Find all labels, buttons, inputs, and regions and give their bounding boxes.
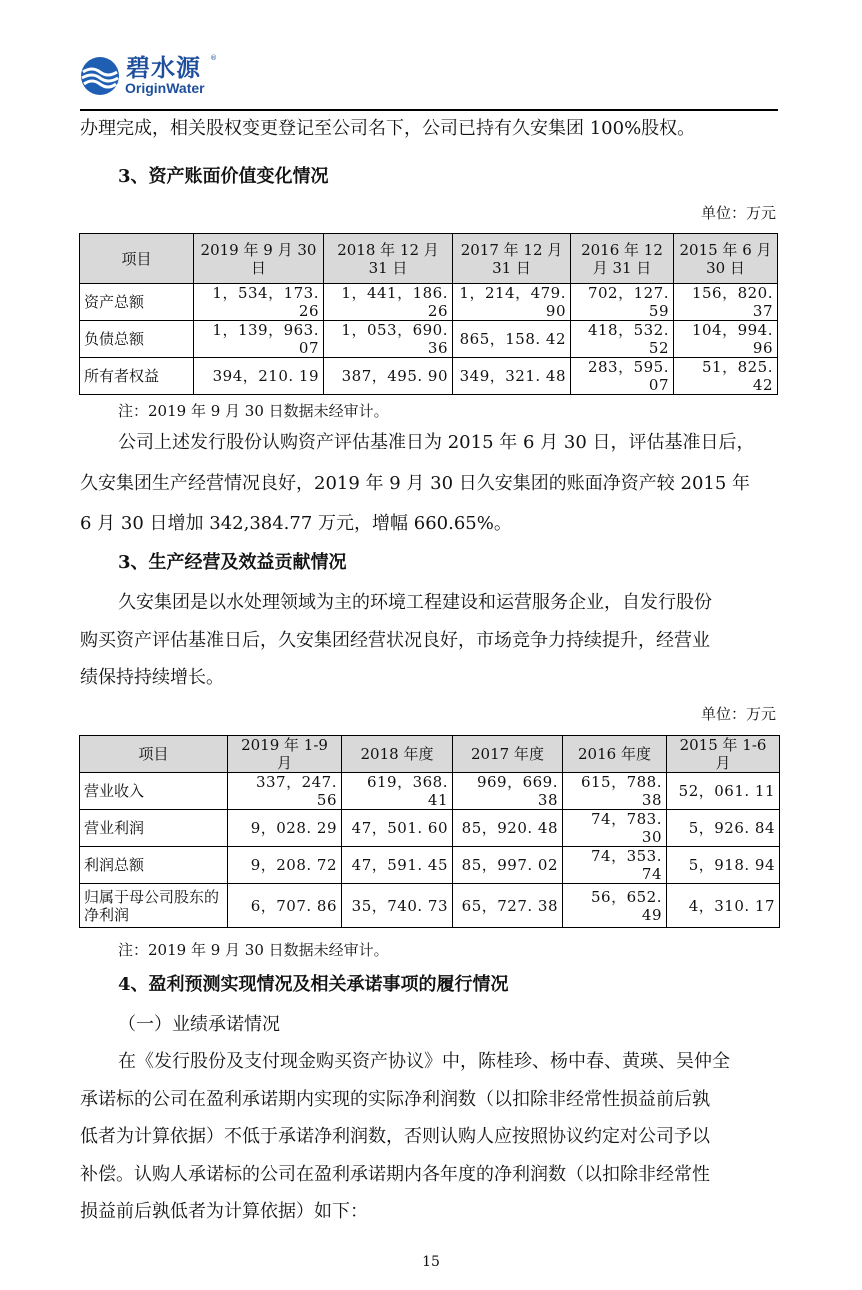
table-row [80,284,778,321]
operating-performance-table [79,735,780,928]
paragraph-text: 补偿。认购人承诺标的公司在盈利承诺期内各年度的净利润数（以扣除非经常性 [80,1164,710,1185]
table-header-cell: 2017 年度 [453,736,563,773]
registered-mark: ® [210,54,217,62]
table-cell: 1，053，690. 36 [324,321,453,358]
table-cell: 47，501. 60 [342,810,453,847]
table-header-cell: 2019 年 9 月 30 日 [194,234,324,284]
table-row [80,884,780,928]
table-cell: 418，532. 52 [571,321,674,358]
table-header-cell: 2019 年 1-9 月 [228,736,342,773]
table-cell: 619，368. 41 [342,773,453,810]
table-cell: 51，825. 42 [674,358,778,395]
table-header-cell: 2018 年 12 月 31 日 [324,234,453,284]
unit-label: 单位：万元 [700,204,776,222]
table-cell: 387，495. 90 [324,358,453,395]
table-note: 注：2019 年 9 月 30 日数据未经审计。 [118,941,389,959]
table-cell: 9，028. 29 [228,810,342,847]
table-cell: 1，214，479. 90 [453,284,571,321]
table-cell: 85，997. 02 [453,847,563,884]
table-header-cell: 2016 年度 [563,736,667,773]
asset-value-table [79,233,778,395]
section-heading: 3、资产账面价值变化情况 [118,166,329,187]
table-row [80,773,780,810]
table-header-row [80,736,780,773]
table-cell: 104，994. 96 [674,321,778,358]
table-cell: 56，652. 49 [563,884,667,928]
table-cell: 969，669. 38 [453,773,563,810]
table-cell: 利润总额 [80,847,228,884]
water-wave-icon [80,56,120,96]
table-cell: 865，158. 42 [453,321,571,358]
table-cell: 35，740. 73 [342,884,453,928]
table-header-cell: 2015 年 1-6 月 [667,736,780,773]
table-cell: 归属于母公司股东的净利润 [80,884,228,928]
table-cell: 337，247. 56 [228,773,342,810]
table-header-row [80,234,778,284]
table-row [80,810,780,847]
section-heading: 4、盈利预测实现情况及相关承诺事项的履行情况 [118,974,509,995]
table-header-cell: 2018 年度 [342,736,453,773]
table-cell: 营业收入 [80,773,228,810]
table-cell: 74，353. 74 [563,847,667,884]
section-heading: 3、生产经营及效益贡献情况 [118,552,347,573]
table-cell: 47，591. 45 [342,847,453,884]
table-cell: 负债总额 [80,321,194,358]
table-cell: 资产总额 [80,284,194,321]
table-cell: 65，727. 38 [453,884,563,928]
paragraph-text: 公司上述发行股份认购资产评估基准日为 2015 年 6 月 30 日，评估基准日后， [118,432,755,453]
table-cell: 349，321. 48 [453,358,571,395]
logo-english-name: OriginWater [125,80,205,96]
table-cell: 283，595. 07 [571,358,674,395]
header-divider [80,109,778,111]
paragraph-text: 在《发行股份及支付现金购买资产协议》中，陈桂珍、杨中春、黄瑛、吴仲全 [118,1051,730,1072]
table-cell: 5，918. 94 [667,847,780,884]
paragraph-text: 绩保持持续增长。 [80,667,224,688]
page-number: 15 [422,1254,440,1270]
table-header-cell: 2016 年 12 月 31 日 [571,234,674,284]
table-row [80,358,778,395]
unit-label: 单位：万元 [700,705,776,723]
table-cell: 156，820. 37 [674,284,778,321]
table-cell: 394，210. 19 [194,358,324,395]
paragraph-text: 承诺标的公司在盈利承诺期内实现的实际净利润数（以扣除非经常性损益前后孰 [80,1089,710,1110]
table-cell: 6，707. 86 [228,884,342,928]
paragraph-text: 办理完成，相关股权变更登记至公司名下，公司已持有久安集团 100%股权。 [80,118,696,139]
paragraph-text: 6 月 30 日增加 342,384.77 万元，增幅 660.65%。 [80,513,512,534]
table-header-cell: 项目 [80,234,194,284]
table-cell: 85，920. 48 [453,810,563,847]
table-cell: 615，788. 38 [563,773,667,810]
paragraph-text: 低者为计算依据）不低于承诺净利润数，否则认购人应按照协议约定对公司予以 [80,1126,710,1147]
paragraph-text: 久安集团是以水处理领域为主的环境工程建设和运营服务企业，自发行股份 [118,592,712,613]
table-cell: 702，127. 59 [571,284,674,321]
table-cell: 52，061. 11 [667,773,780,810]
table-cell: 5，926. 84 [667,810,780,847]
paragraph-text: 久安集团生产经营情况良好，2019 年 9 月 30 日久安集团的账面净资产较 2015 年 [80,473,751,494]
table-cell: 所有者权益 [80,358,194,395]
table-cell: 9，208. 72 [228,847,342,884]
paragraph-text: 损益前后孰低者为计算依据）如下： [80,1201,368,1222]
table-row [80,321,778,358]
table-header-cell: 2015 年 6 月 30 日 [674,234,778,284]
table-note: 注：2019 年 9 月 30 日数据未经审计。 [118,402,389,420]
table-header-cell: 项目 [80,736,228,773]
table-cell: 营业利润 [80,810,228,847]
table-cell: 74，783. 30 [563,810,667,847]
logo-chinese-name: 碧水源 [126,54,201,82]
paragraph-text: 购买资产评估基准日后，久安集团经营状况良好，市场竞争力持续提升，经营业 [80,630,710,651]
table-cell: 1，534，173. 26 [194,284,324,321]
company-logo [80,54,230,100]
subsection-heading: （一）业绩承诺情况 [118,1014,280,1035]
table-cell: 1，441，186. 26 [324,284,453,321]
table-header-cell: 2017 年 12 月 31 日 [453,234,571,284]
table-cell: 4，310. 17 [667,884,780,928]
table-row [80,847,780,884]
table-cell: 1，139，963. 07 [194,321,324,358]
